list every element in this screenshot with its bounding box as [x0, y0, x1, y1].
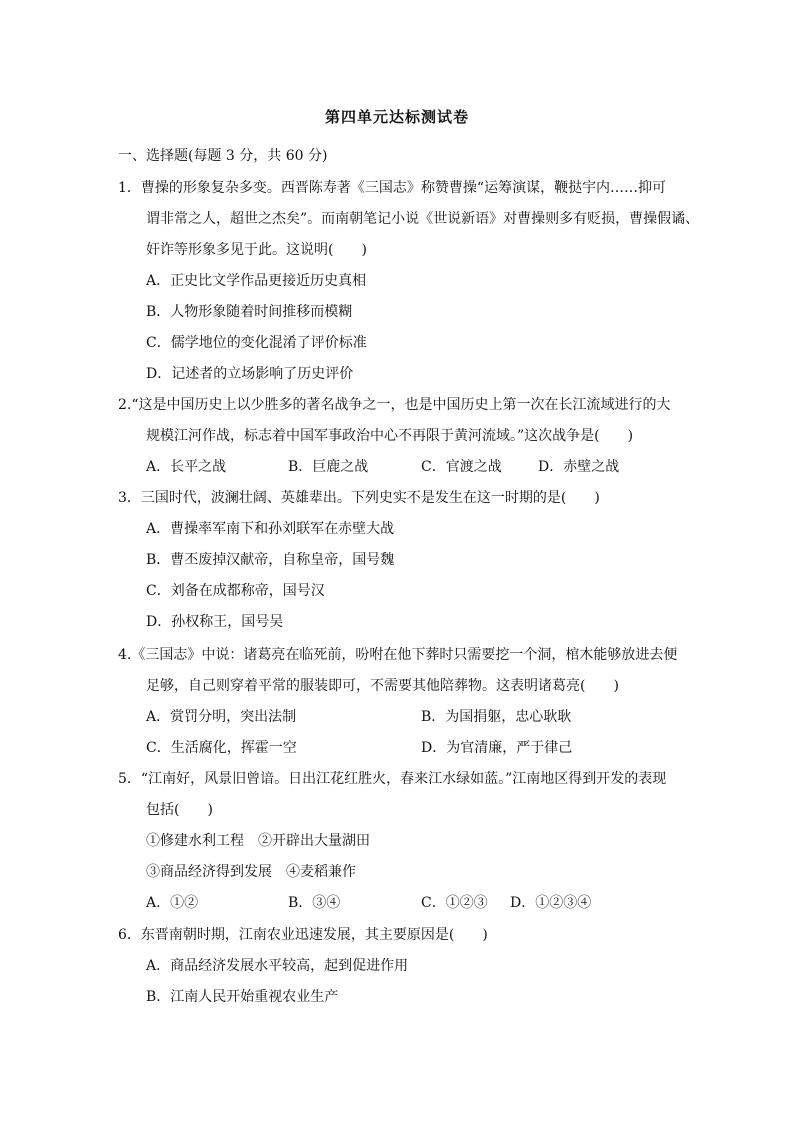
- question-5-line-1: 5．“江南好，风景旧曾谙。日出江花红胜火，春来江水绿如蓝。”江南地区得到开发的表现: [118, 771, 667, 787]
- page-title: 第四单元达标测试卷: [324, 108, 469, 126]
- question-1-line-2: 谓非常之人，超世之杰矣”。而南朝笔记小说《世说新语》对曹操则多有贬损，曹操假谲、: [146, 211, 700, 227]
- question-1-option-b: B．人物形象随着时间推移而模糊: [146, 304, 353, 320]
- question-5-option-d: D．①②③④: [510, 895, 592, 911]
- question-2-option-a: A．长平之战: [146, 459, 227, 475]
- question-3-line-1: 3．三国时代，波澜壮阔、英雄辈出。下列史实不是发生在这一时期的是( ): [118, 490, 600, 506]
- question-5-line-2: 包括( ): [146, 802, 213, 818]
- question-1-line-3: 奸诈等形象多见于此。这说明( ): [146, 242, 367, 258]
- question-3-option-b: B．曹丕废掉汉献帝，自称皇帝，国号魏: [146, 552, 395, 568]
- question-4-option-a: A．赏罚分明，突出法制: [146, 709, 297, 725]
- question-2-line-1: 2.“这是中国历史上以少胜多的著名战争之一，也是中国历史上第一次在长江流域进行的大: [118, 397, 671, 413]
- question-1-line-1: 1．曹操的形象复杂多变。西晋陈寿著《三国志》称赞曹操“运筹演谋，鞭挞宇内……抑可: [118, 180, 667, 196]
- section-heading: 一、选择题(每题 3 分，共 60 分): [118, 148, 328, 164]
- question-3-option-c: C．刘备在成都称帝，国号汉: [146, 583, 325, 599]
- question-1-option-c: C．儒学地位的变化混淆了评价标准: [146, 335, 367, 351]
- question-2-line-2: 规模江河作战，标志着中国军事政治中心不再限于黄河流域。”这次战争是( ): [146, 428, 634, 444]
- question-5-option-a: A．①②: [146, 895, 199, 911]
- question-4-option-b: B．为国捐躯，忠心耿耿: [421, 709, 572, 725]
- question-2-option-c: C．官渡之战: [421, 459, 502, 475]
- question-6-option-b: B．江南人民开始重视农业生产: [146, 989, 339, 1005]
- question-4-line-1: 4.《三国志》中说：诸葛亮在临死前，吩咐在他下葬时只需要挖一个洞，棺木能够放进去便: [118, 647, 678, 663]
- question-4-option-c: C．生活腐化，挥霍一空: [146, 740, 297, 756]
- question-6-option-a: A．商品经济发展水平较高，起到促进作用: [146, 958, 409, 974]
- question-3-option-a: A．曹操率军南下和孙刘联军在赤壁大战: [146, 521, 395, 537]
- question-4-line-2: 足够，自己则穿着平常的服装即可，不需要其他陪葬物。这表明诸葛亮( ): [146, 678, 619, 694]
- question-1-option-d: D．记述者的立场影响了历史评价: [146, 366, 354, 382]
- question-5-item-line-1: ①修建水利工程 ②开辟出大量湖田: [146, 833, 370, 849]
- question-5-item-line-2: ③商品经济得到发展 ④麦稻兼作: [146, 864, 356, 880]
- question-5-option-b: B．③④: [288, 895, 341, 911]
- question-5-option-c: C．①②③: [421, 895, 488, 911]
- question-2-option-b: B．巨鹿之战: [288, 459, 369, 475]
- question-6-line-1: 6．东晋南朝时期，江南农业迅速发展，其主要原因是( ): [118, 927, 488, 943]
- question-2-option-d: D．赤壁之战: [538, 459, 620, 475]
- question-4-option-d: D．为官清廉，严于律己: [421, 740, 573, 756]
- question-3-option-d: D．孙权称王，国号吴: [146, 614, 284, 630]
- question-1-option-a: A．正史比文学作品更接近历史真相: [146, 273, 367, 289]
